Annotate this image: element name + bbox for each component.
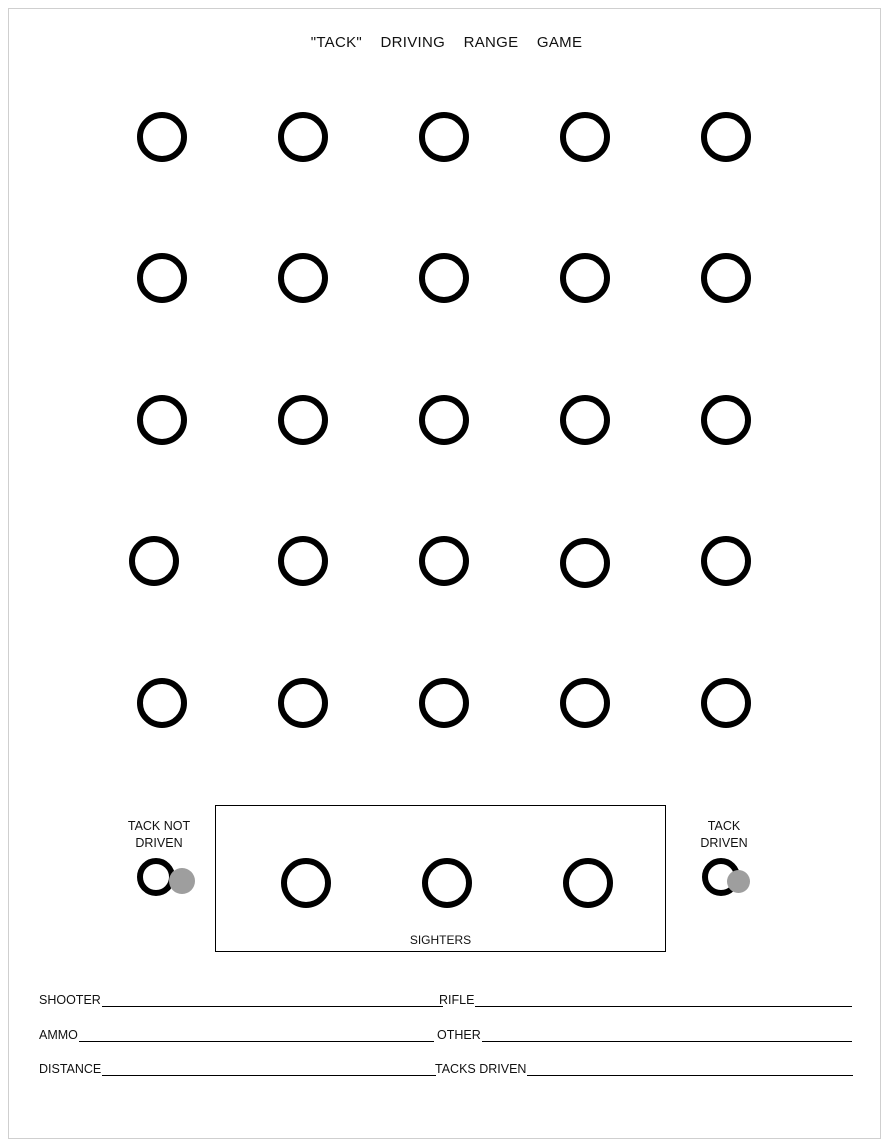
distance-label: DISTANCE [39,1062,102,1076]
target-circle [278,395,328,445]
shooter-field[interactable] [39,991,443,1007]
tack-not-driven-label [104,818,214,852]
target-circle [419,536,469,586]
shooter-label: SHOOTER [39,993,101,1007]
target-circle [560,538,610,588]
rifle-line[interactable] [475,994,852,1007]
target-circle [560,678,610,728]
sighter-target [281,858,331,908]
target-circle [701,536,751,586]
other-field[interactable] [437,1026,852,1042]
ammo-field[interactable] [39,1026,434,1042]
target-circle [701,112,751,162]
title-word: "TACK" [310,34,363,51]
target-circle [278,112,328,162]
tack-driven-text: TACK DRIVEN [700,819,748,850]
target-circle [560,395,610,445]
tack-not-driven-dot-icon [169,868,195,894]
distance-line[interactable] [102,1063,436,1076]
target-circle [137,395,187,445]
tacks-driven-line[interactable] [527,1063,853,1076]
tacks-driven-label: TACKS DRIVEN [435,1062,527,1076]
other-label: OTHER [437,1028,481,1042]
sighter-target [563,858,613,908]
target-circle [560,112,610,162]
sighters-box [215,805,666,952]
target-circle [137,112,187,162]
rifle-label: RIFLE [439,993,475,1007]
target-circle [560,253,610,303]
target-circle [137,253,187,303]
tack-not-driven-text: TACK NOT DRIVEN [127,819,191,850]
ammo-line[interactable] [79,1029,434,1042]
target-circle [278,536,328,586]
title-word: DRIVING [380,34,446,51]
target-circle [701,253,751,303]
title-word: RANGE [463,34,519,51]
target-circle [701,678,751,728]
target-circle [419,678,469,728]
target-circle [278,253,328,303]
tacks-driven-field[interactable] [435,1060,853,1076]
distance-field[interactable] [39,1060,436,1076]
page-title [0,34,893,51]
target-circle [278,678,328,728]
target-circle [129,536,179,586]
target-circle [419,112,469,162]
target-circle [419,395,469,445]
target-circle [137,678,187,728]
title-word: GAME [536,34,583,51]
tack-driven-label [669,818,779,852]
sighters-label: SIGHTERS [409,933,472,947]
tack-driven-dot-icon [727,870,750,893]
rifle-field[interactable] [439,991,852,1007]
shooter-line[interactable] [102,994,443,1007]
ammo-label: AMMO [39,1028,78,1042]
target-circle [701,395,751,445]
other-line[interactable] [482,1029,852,1042]
target-circle [419,253,469,303]
sighter-target [422,858,472,908]
